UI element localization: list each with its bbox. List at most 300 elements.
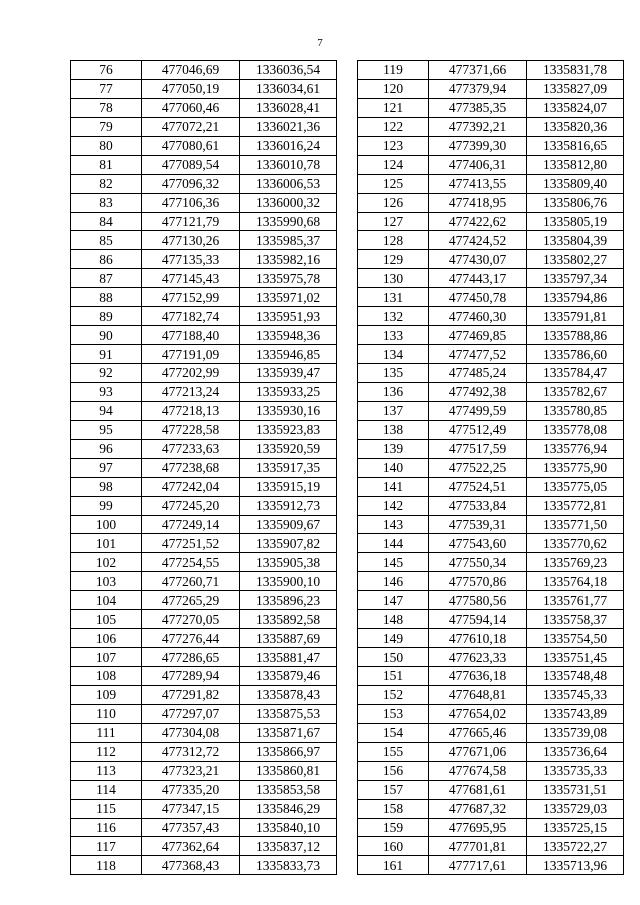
point-number-cell: 115 xyxy=(71,799,142,818)
x-coordinate-cell: 477636,18 xyxy=(429,667,527,686)
point-number-cell: 122 xyxy=(358,117,429,136)
table-row xyxy=(358,79,624,98)
table-row xyxy=(71,136,337,155)
table-row xyxy=(71,345,337,364)
point-number-cell: 110 xyxy=(71,704,142,723)
y-coordinate-cell: 1335722,27 xyxy=(527,837,624,856)
x-coordinate-cell: 477418,95 xyxy=(429,193,527,212)
point-number-cell: 117 xyxy=(71,837,142,856)
y-coordinate-cell: 1335871,67 xyxy=(240,723,337,742)
coordinates-table-right xyxy=(357,60,624,875)
point-number-cell: 95 xyxy=(71,420,142,439)
y-coordinate-cell: 1335909,67 xyxy=(240,515,337,534)
point-number-cell: 161 xyxy=(358,856,429,875)
table-row xyxy=(71,61,337,80)
x-coordinate-cell: 477080,61 xyxy=(142,136,240,155)
x-coordinate-cell: 477286,65 xyxy=(142,648,240,667)
table-row xyxy=(358,837,624,856)
x-coordinate-cell: 477460,30 xyxy=(429,307,527,326)
table-row xyxy=(358,534,624,553)
y-coordinate-cell: 1335812,80 xyxy=(527,155,624,174)
table-row xyxy=(358,685,624,704)
x-coordinate-cell: 477270,05 xyxy=(142,610,240,629)
table-row xyxy=(71,515,337,534)
point-number-cell: 146 xyxy=(358,572,429,591)
point-number-cell: 128 xyxy=(358,231,429,250)
y-coordinate-cell: 1335772,81 xyxy=(527,496,624,515)
x-coordinate-cell: 477687,32 xyxy=(429,799,527,818)
y-coordinate-cell: 1335881,47 xyxy=(240,648,337,667)
table-row xyxy=(358,723,624,742)
table-row xyxy=(358,288,624,307)
point-number-cell: 116 xyxy=(71,818,142,837)
table-row xyxy=(71,174,337,193)
table-row xyxy=(71,288,337,307)
table-row xyxy=(71,591,337,610)
x-coordinate-cell: 477477,52 xyxy=(429,345,527,364)
point-number-cell: 82 xyxy=(71,174,142,193)
table-row xyxy=(71,496,337,515)
x-coordinate-cell: 477242,04 xyxy=(142,477,240,496)
y-coordinate-cell: 1335892,58 xyxy=(240,610,337,629)
x-coordinate-cell: 477152,99 xyxy=(142,288,240,307)
table-row xyxy=(358,667,624,686)
x-coordinate-cell: 477492,38 xyxy=(429,382,527,401)
table-row xyxy=(71,629,337,648)
coordinates-table-left xyxy=(70,60,337,875)
x-coordinate-cell: 477233,63 xyxy=(142,439,240,458)
point-number-cell: 85 xyxy=(71,231,142,250)
point-number-cell: 158 xyxy=(358,799,429,818)
table-row xyxy=(71,648,337,667)
point-number-cell: 156 xyxy=(358,761,429,780)
table-row xyxy=(358,439,624,458)
point-number-cell: 91 xyxy=(71,345,142,364)
x-coordinate-cell: 477106,36 xyxy=(142,193,240,212)
point-number-cell: 130 xyxy=(358,269,429,288)
y-coordinate-cell: 1336028,41 xyxy=(240,98,337,117)
y-coordinate-cell: 1335816,65 xyxy=(527,136,624,155)
table-row xyxy=(358,231,624,250)
y-coordinate-cell: 1335802,27 xyxy=(527,250,624,269)
point-number-cell: 84 xyxy=(71,212,142,231)
point-number-cell: 97 xyxy=(71,458,142,477)
point-number-cell: 160 xyxy=(358,837,429,856)
x-coordinate-cell: 477499,59 xyxy=(429,401,527,420)
table-row xyxy=(358,326,624,345)
x-coordinate-cell: 477304,08 xyxy=(142,723,240,742)
table-row xyxy=(358,496,624,515)
x-coordinate-cell: 477580,56 xyxy=(429,591,527,610)
x-coordinate-cell: 477422,62 xyxy=(429,212,527,231)
y-coordinate-cell: 1335729,03 xyxy=(527,799,624,818)
y-coordinate-cell: 1336010,78 xyxy=(240,155,337,174)
y-coordinate-cell: 1335782,67 xyxy=(527,382,624,401)
x-coordinate-cell: 477265,29 xyxy=(142,591,240,610)
point-number-cell: 119 xyxy=(358,61,429,80)
table-row xyxy=(358,98,624,117)
x-coordinate-cell: 477648,81 xyxy=(429,685,527,704)
point-number-cell: 132 xyxy=(358,307,429,326)
table-row xyxy=(71,364,337,383)
x-coordinate-cell: 477413,55 xyxy=(429,174,527,193)
x-coordinate-cell: 477312,72 xyxy=(142,742,240,761)
point-number-cell: 142 xyxy=(358,496,429,515)
table-row xyxy=(358,704,624,723)
point-number-cell: 129 xyxy=(358,250,429,269)
point-number-cell: 112 xyxy=(71,742,142,761)
y-coordinate-cell: 1335971,02 xyxy=(240,288,337,307)
y-coordinate-cell: 1335975,78 xyxy=(240,269,337,288)
point-number-cell: 148 xyxy=(358,610,429,629)
y-coordinate-cell: 1335939,47 xyxy=(240,364,337,383)
table-row xyxy=(358,515,624,534)
y-coordinate-cell: 1336034,61 xyxy=(240,79,337,98)
y-coordinate-cell: 1335837,12 xyxy=(240,837,337,856)
x-coordinate-cell: 477254,55 xyxy=(142,553,240,572)
table-row xyxy=(358,761,624,780)
x-coordinate-cell: 477218,13 xyxy=(142,401,240,420)
y-coordinate-cell: 1336036,54 xyxy=(240,61,337,80)
y-coordinate-cell: 1335985,37 xyxy=(240,231,337,250)
x-coordinate-cell: 477717,61 xyxy=(429,856,527,875)
table-row xyxy=(71,553,337,572)
table-row xyxy=(358,799,624,818)
y-coordinate-cell: 1335788,86 xyxy=(527,326,624,345)
y-coordinate-cell: 1335824,07 xyxy=(527,98,624,117)
point-number-cell: 133 xyxy=(358,326,429,345)
point-number-cell: 104 xyxy=(71,591,142,610)
x-coordinate-cell: 477424,52 xyxy=(429,231,527,250)
table-row xyxy=(71,401,337,420)
y-coordinate-cell: 1335907,82 xyxy=(240,534,337,553)
point-number-cell: 113 xyxy=(71,761,142,780)
x-coordinate-cell: 477182,74 xyxy=(142,307,240,326)
y-coordinate-cell: 1335831,78 xyxy=(527,61,624,80)
point-number-cell: 98 xyxy=(71,477,142,496)
point-number-cell: 150 xyxy=(358,648,429,667)
y-coordinate-cell: 1335770,62 xyxy=(527,534,624,553)
y-coordinate-cell: 1335809,40 xyxy=(527,174,624,193)
table-row xyxy=(71,704,337,723)
point-number-cell: 144 xyxy=(358,534,429,553)
table-row xyxy=(71,79,337,98)
table-row xyxy=(358,212,624,231)
table-row xyxy=(358,345,624,364)
table-row xyxy=(71,610,337,629)
x-coordinate-cell: 477188,40 xyxy=(142,326,240,345)
table-row xyxy=(71,856,337,875)
x-coordinate-cell: 477695,95 xyxy=(429,818,527,837)
y-coordinate-cell: 1335879,46 xyxy=(240,667,337,686)
x-coordinate-cell: 477213,24 xyxy=(142,382,240,401)
x-coordinate-cell: 477135,33 xyxy=(142,250,240,269)
point-number-cell: 108 xyxy=(71,667,142,686)
x-coordinate-cell: 477522,25 xyxy=(429,458,527,477)
point-number-cell: 126 xyxy=(358,193,429,212)
y-coordinate-cell: 1335833,73 xyxy=(240,856,337,875)
point-number-cell: 99 xyxy=(71,496,142,515)
y-coordinate-cell: 1335736,64 xyxy=(527,742,624,761)
x-coordinate-cell: 477089,54 xyxy=(142,155,240,174)
table-row xyxy=(358,477,624,496)
point-number-cell: 87 xyxy=(71,269,142,288)
x-coordinate-cell: 477291,82 xyxy=(142,685,240,704)
x-coordinate-cell: 477550,34 xyxy=(429,553,527,572)
x-coordinate-cell: 477362,64 xyxy=(142,837,240,856)
point-number-cell: 139 xyxy=(358,439,429,458)
x-coordinate-cell: 477594,14 xyxy=(429,610,527,629)
point-number-cell: 77 xyxy=(71,79,142,98)
y-coordinate-cell: 1335751,45 xyxy=(527,648,624,667)
table-row xyxy=(358,610,624,629)
y-coordinate-cell: 1335739,08 xyxy=(527,723,624,742)
table-row xyxy=(358,458,624,477)
table-row xyxy=(358,648,624,667)
point-number-cell: 135 xyxy=(358,364,429,383)
table-row xyxy=(358,155,624,174)
x-coordinate-cell: 477623,33 xyxy=(429,648,527,667)
y-coordinate-cell: 1335778,08 xyxy=(527,420,624,439)
point-number-cell: 155 xyxy=(358,742,429,761)
table-row xyxy=(71,117,337,136)
point-number-cell: 149 xyxy=(358,629,429,648)
x-coordinate-cell: 477289,94 xyxy=(142,667,240,686)
y-coordinate-cell: 1335915,19 xyxy=(240,477,337,496)
x-coordinate-cell: 477251,52 xyxy=(142,534,240,553)
table-row xyxy=(358,742,624,761)
table-row xyxy=(358,61,624,80)
x-coordinate-cell: 477512,49 xyxy=(429,420,527,439)
x-coordinate-cell: 477671,06 xyxy=(429,742,527,761)
x-coordinate-cell: 477674,58 xyxy=(429,761,527,780)
y-coordinate-cell: 1335761,77 xyxy=(527,591,624,610)
table-row xyxy=(358,382,624,401)
point-number-cell: 86 xyxy=(71,250,142,269)
point-number-cell: 141 xyxy=(358,477,429,496)
table-row xyxy=(71,780,337,799)
point-number-cell: 123 xyxy=(358,136,429,155)
point-number-cell: 88 xyxy=(71,288,142,307)
table-row xyxy=(358,250,624,269)
x-coordinate-cell: 477245,20 xyxy=(142,496,240,515)
point-number-cell: 81 xyxy=(71,155,142,174)
y-coordinate-cell: 1335896,23 xyxy=(240,591,337,610)
y-coordinate-cell: 1335820,36 xyxy=(527,117,624,136)
y-coordinate-cell: 1335725,15 xyxy=(527,818,624,837)
y-coordinate-cell: 1336000,32 xyxy=(240,193,337,212)
x-coordinate-cell: 477145,43 xyxy=(142,269,240,288)
y-coordinate-cell: 1335786,60 xyxy=(527,345,624,364)
y-coordinate-cell: 1335900,10 xyxy=(240,572,337,591)
table-row xyxy=(71,458,337,477)
table-row xyxy=(71,534,337,553)
point-number-cell: 153 xyxy=(358,704,429,723)
table-row xyxy=(358,818,624,837)
y-coordinate-cell: 1335878,43 xyxy=(240,685,337,704)
point-number-cell: 125 xyxy=(358,174,429,193)
table-row xyxy=(358,553,624,572)
x-coordinate-cell: 477050,19 xyxy=(142,79,240,98)
point-number-cell: 103 xyxy=(71,572,142,591)
x-coordinate-cell: 477249,14 xyxy=(142,515,240,534)
point-number-cell: 147 xyxy=(358,591,429,610)
table-row xyxy=(71,326,337,345)
table-row xyxy=(71,382,337,401)
x-coordinate-cell: 477524,51 xyxy=(429,477,527,496)
point-number-cell: 101 xyxy=(71,534,142,553)
x-coordinate-cell: 477060,46 xyxy=(142,98,240,117)
table-row xyxy=(71,420,337,439)
point-number-cell: 100 xyxy=(71,515,142,534)
x-coordinate-cell: 477406,31 xyxy=(429,155,527,174)
x-coordinate-cell: 477335,20 xyxy=(142,780,240,799)
y-coordinate-cell: 1335920,59 xyxy=(240,439,337,458)
y-coordinate-cell: 1335754,50 xyxy=(527,629,624,648)
y-coordinate-cell: 1335860,81 xyxy=(240,761,337,780)
point-number-cell: 120 xyxy=(358,79,429,98)
table-row xyxy=(71,761,337,780)
x-coordinate-cell: 477665,46 xyxy=(429,723,527,742)
point-number-cell: 92 xyxy=(71,364,142,383)
table-row xyxy=(71,250,337,269)
x-coordinate-cell: 477228,58 xyxy=(142,420,240,439)
x-coordinate-cell: 477570,86 xyxy=(429,572,527,591)
y-coordinate-cell: 1335769,23 xyxy=(527,553,624,572)
y-coordinate-cell: 1335912,73 xyxy=(240,496,337,515)
table-row xyxy=(71,439,337,458)
y-coordinate-cell: 1335905,38 xyxy=(240,553,337,572)
x-coordinate-cell: 477539,31 xyxy=(429,515,527,534)
point-number-cell: 109 xyxy=(71,685,142,704)
x-coordinate-cell: 477202,99 xyxy=(142,364,240,383)
point-number-cell: 102 xyxy=(71,553,142,572)
table-row xyxy=(358,193,624,212)
y-coordinate-cell: 1335735,33 xyxy=(527,761,624,780)
point-number-cell: 80 xyxy=(71,136,142,155)
table-row xyxy=(71,231,337,250)
point-number-cell: 114 xyxy=(71,780,142,799)
y-coordinate-cell: 1335784,47 xyxy=(527,364,624,383)
point-number-cell: 138 xyxy=(358,420,429,439)
point-number-cell: 79 xyxy=(71,117,142,136)
x-coordinate-cell: 477392,21 xyxy=(429,117,527,136)
x-coordinate-cell: 477276,44 xyxy=(142,629,240,648)
x-coordinate-cell: 477130,26 xyxy=(142,231,240,250)
y-coordinate-cell: 1335758,37 xyxy=(527,610,624,629)
point-number-cell: 145 xyxy=(358,553,429,572)
y-coordinate-cell: 1335840,10 xyxy=(240,818,337,837)
y-coordinate-cell: 1335948,36 xyxy=(240,326,337,345)
table-row xyxy=(71,723,337,742)
x-coordinate-cell: 477533,84 xyxy=(429,496,527,515)
x-coordinate-cell: 477121,79 xyxy=(142,212,240,231)
point-number-cell: 76 xyxy=(71,61,142,80)
x-coordinate-cell: 477260,71 xyxy=(142,572,240,591)
point-number-cell: 83 xyxy=(71,193,142,212)
table-row xyxy=(358,401,624,420)
x-coordinate-cell: 477379,94 xyxy=(429,79,527,98)
x-coordinate-cell: 477399,30 xyxy=(429,136,527,155)
point-number-cell: 159 xyxy=(358,818,429,837)
y-coordinate-cell: 1335776,94 xyxy=(527,439,624,458)
table-row xyxy=(71,477,337,496)
x-coordinate-cell: 477072,21 xyxy=(142,117,240,136)
y-coordinate-cell: 1335827,09 xyxy=(527,79,624,98)
point-number-cell: 106 xyxy=(71,629,142,648)
table-row xyxy=(358,591,624,610)
y-coordinate-cell: 1335866,97 xyxy=(240,742,337,761)
y-coordinate-cell: 1335805,19 xyxy=(527,212,624,231)
point-number-cell: 107 xyxy=(71,648,142,667)
point-number-cell: 118 xyxy=(71,856,142,875)
x-coordinate-cell: 477046,69 xyxy=(142,61,240,80)
x-coordinate-cell: 477096,32 xyxy=(142,174,240,193)
x-coordinate-cell: 477469,85 xyxy=(429,326,527,345)
y-coordinate-cell: 1335794,86 xyxy=(527,288,624,307)
point-number-cell: 140 xyxy=(358,458,429,477)
y-coordinate-cell: 1335748,48 xyxy=(527,667,624,686)
x-coordinate-cell: 477238,68 xyxy=(142,458,240,477)
point-number-cell: 93 xyxy=(71,382,142,401)
y-coordinate-cell: 1336016,24 xyxy=(240,136,337,155)
x-coordinate-cell: 477191,09 xyxy=(142,345,240,364)
point-number-cell: 143 xyxy=(358,515,429,534)
x-coordinate-cell: 477430,07 xyxy=(429,250,527,269)
y-coordinate-cell: 1335791,81 xyxy=(527,307,624,326)
y-coordinate-cell: 1335775,90 xyxy=(527,458,624,477)
y-coordinate-cell: 1335804,39 xyxy=(527,231,624,250)
x-coordinate-cell: 477368,43 xyxy=(142,856,240,875)
table-row xyxy=(358,780,624,799)
y-coordinate-cell: 1335887,69 xyxy=(240,629,337,648)
y-coordinate-cell: 1335806,76 xyxy=(527,193,624,212)
point-number-cell: 154 xyxy=(358,723,429,742)
y-coordinate-cell: 1335933,25 xyxy=(240,382,337,401)
y-coordinate-cell: 1335930,16 xyxy=(240,401,337,420)
x-coordinate-cell: 477450,78 xyxy=(429,288,527,307)
y-coordinate-cell: 1335982,16 xyxy=(240,250,337,269)
y-coordinate-cell: 1336006,53 xyxy=(240,174,337,193)
point-number-cell: 90 xyxy=(71,326,142,345)
x-coordinate-cell: 477297,07 xyxy=(142,704,240,723)
table-row xyxy=(358,174,624,193)
y-coordinate-cell: 1335731,51 xyxy=(527,780,624,799)
y-coordinate-cell: 1335951,93 xyxy=(240,307,337,326)
y-coordinate-cell: 1335797,34 xyxy=(527,269,624,288)
table-row xyxy=(71,98,337,117)
y-coordinate-cell: 1335990,68 xyxy=(240,212,337,231)
y-coordinate-cell: 1335745,33 xyxy=(527,685,624,704)
table-row xyxy=(358,856,624,875)
y-coordinate-cell: 1335853,58 xyxy=(240,780,337,799)
table-row xyxy=(71,837,337,856)
x-coordinate-cell: 477371,66 xyxy=(429,61,527,80)
table-row xyxy=(71,212,337,231)
y-coordinate-cell: 1335917,35 xyxy=(240,458,337,477)
table-row xyxy=(71,818,337,837)
x-coordinate-cell: 477357,43 xyxy=(142,818,240,837)
x-coordinate-cell: 477485,24 xyxy=(429,364,527,383)
y-coordinate-cell: 1335743,89 xyxy=(527,704,624,723)
table-row xyxy=(71,685,337,704)
table-row xyxy=(358,364,624,383)
x-coordinate-cell: 477681,61 xyxy=(429,780,527,799)
table-row xyxy=(71,572,337,591)
x-coordinate-cell: 477347,15 xyxy=(142,799,240,818)
table-row xyxy=(71,155,337,174)
y-coordinate-cell: 1336021,36 xyxy=(240,117,337,136)
